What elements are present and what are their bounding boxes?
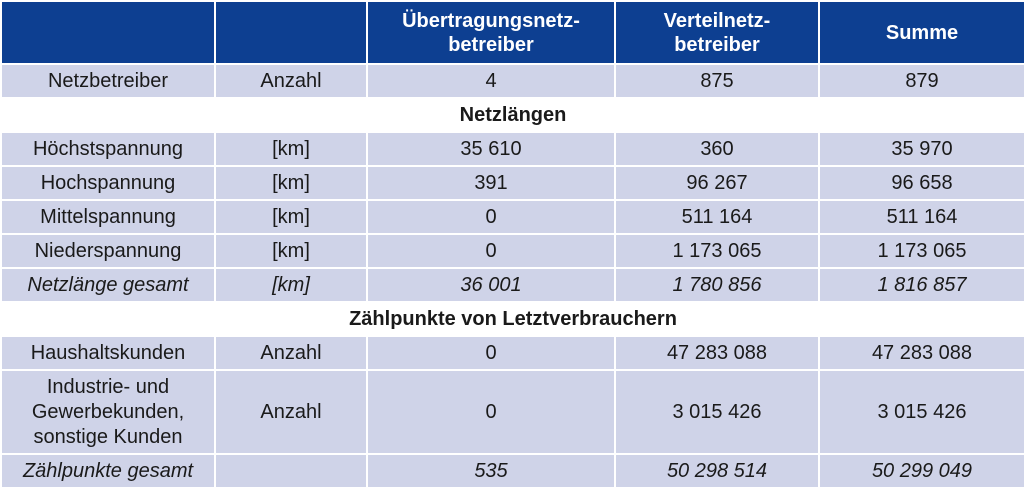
row-label: Hochspannung — [2, 167, 214, 199]
row-unit: [km] — [216, 235, 366, 267]
row-unit: Anzahl — [216, 65, 366, 97]
row-sum-value: 35 970 — [820, 133, 1024, 165]
row-label: Industrie- und Gewerbekunden, sonstige Kunden — [2, 371, 214, 453]
header-summe: Summe — [820, 2, 1024, 63]
row-vnb-value: 1 780 856 — [616, 269, 818, 301]
row-unit: [km] — [216, 133, 366, 165]
row-vnb-value: 47 283 088 — [616, 337, 818, 369]
header-empty-label — [2, 2, 214, 63]
row-uenb-value: 391 — [368, 167, 614, 199]
section-zaehlpunkte — [2, 303, 1024, 335]
row-uenb-value: 535 — [368, 455, 614, 487]
row-label: Höchstspannung — [2, 133, 214, 165]
row-vnb-value: 360 — [616, 133, 818, 165]
section-title: Netzlängen — [2, 99, 1024, 131]
row-unit: [km] — [216, 201, 366, 233]
row-zaehlpunkte-gesamt — [2, 455, 1024, 487]
row-vnb-value: 96 267 — [616, 167, 818, 199]
row-sum-value: 1 173 065 — [820, 235, 1024, 267]
row-uenb-value: 0 — [368, 235, 614, 267]
row-sum-value: 879 — [820, 65, 1024, 97]
row-vnb-value: 511 164 — [616, 201, 818, 233]
row-sum-value: 1 816 857 — [820, 269, 1024, 301]
row-hoechstspannung — [2, 133, 1024, 165]
row-unit: Anzahl — [216, 371, 366, 453]
row-unit — [216, 455, 366, 487]
row-sum-value: 50 299 049 — [820, 455, 1024, 487]
row-niederspannung — [2, 235, 1024, 267]
row-label: Zählpunkte gesamt — [2, 455, 214, 487]
header-row — [2, 2, 1024, 63]
row-sum-value: 511 164 — [820, 201, 1024, 233]
row-unit: [km] — [216, 269, 366, 301]
row-label: Mittelspannung — [2, 201, 214, 233]
section-netzlaengen — [2, 99, 1024, 131]
row-netzbetreiber — [2, 65, 1024, 97]
header-uenb: Übertragungsnetz- betreiber — [368, 2, 614, 63]
row-label: Haushaltskunden — [2, 337, 214, 369]
section-title: Zählpunkte von Letztverbrauchern — [2, 303, 1024, 335]
row-label: Niederspannung — [2, 235, 214, 267]
row-industriekunden — [2, 371, 1024, 453]
row-uenb-value: 36 001 — [368, 269, 614, 301]
row-sum-value: 3 015 426 — [820, 371, 1024, 453]
row-uenb-value: 4 — [368, 65, 614, 97]
row-netzlaenge-gesamt — [2, 269, 1024, 301]
row-haushaltskunden — [2, 337, 1024, 369]
row-label: Netzlänge gesamt — [2, 269, 214, 301]
row-uenb-value: 0 — [368, 337, 614, 369]
row-uenb-value: 35 610 — [368, 133, 614, 165]
row-sum-value: 47 283 088 — [820, 337, 1024, 369]
row-uenb-value: 0 — [368, 371, 614, 453]
row-vnb-value: 1 173 065 — [616, 235, 818, 267]
row-vnb-value: 50 298 514 — [616, 455, 818, 487]
row-hochspannung — [2, 167, 1024, 199]
header-vnb: Verteilnetz- betreiber — [616, 2, 818, 63]
row-uenb-value: 0 — [368, 201, 614, 233]
row-label: Netzbetreiber — [2, 65, 214, 97]
header-empty-unit — [216, 2, 366, 63]
row-mittelspannung — [2, 201, 1024, 233]
row-vnb-value: 3 015 426 — [616, 371, 818, 453]
row-unit: Anzahl — [216, 337, 366, 369]
row-unit: [km] — [216, 167, 366, 199]
row-sum-value: 96 658 — [820, 167, 1024, 199]
row-vnb-value: 875 — [616, 65, 818, 97]
